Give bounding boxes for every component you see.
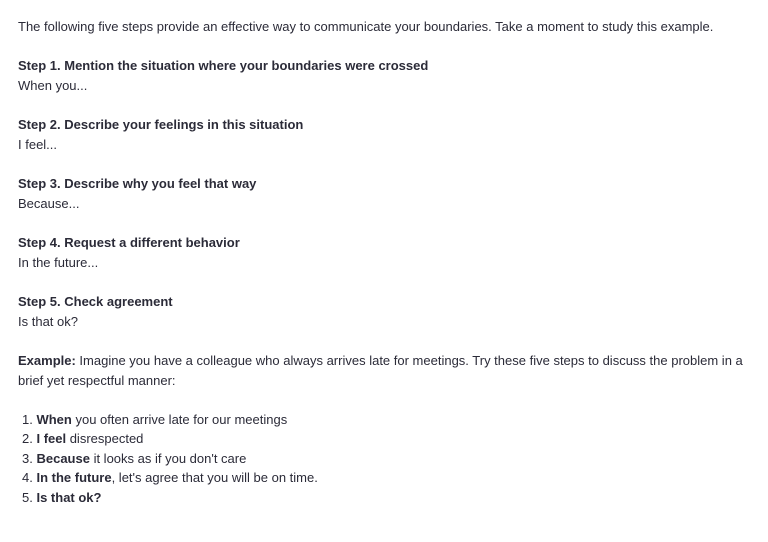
article-content — [18, 17, 750, 508]
example-paragraph — [18, 351, 750, 390]
intro-paragraph: The following five steps provide an effective way to communicate your boundaries. Take a moment to study this example. — [18, 18, 714, 34]
list-item-number: 1. — [22, 411, 37, 427]
list-item — [18, 468, 750, 488]
list-item-number: 5. — [22, 490, 37, 506]
example-text: Imagine you have a colleague who always arrives late for meetings. Try these five steps to discuss the problem in a brief yet respectful manner: — [18, 353, 743, 388]
step-2 — [18, 115, 750, 154]
step-title: Step 2. Describe your feelings in this situation — [18, 117, 304, 133]
list-item — [18, 429, 750, 449]
list-item — [18, 410, 750, 430]
step-title: Step 5. Check agreement — [18, 294, 173, 310]
step-phrase: Because... — [18, 195, 80, 211]
list-item-keyword: In the future — [36, 470, 112, 486]
step-title: Step 1. Mention the situation where your boundaries were crossed — [18, 58, 429, 74]
list-item-text: you often arrive late for our meetings — [71, 411, 288, 427]
step-title: Step 4. Request a different behavior — [18, 235, 240, 251]
list-item-number: 2. — [22, 431, 37, 447]
list-item-text: it looks as if you don't care — [89, 450, 247, 466]
step-3 — [18, 174, 750, 213]
list-item-text: disrespected — [66, 431, 144, 447]
list-item-number: 3. — [22, 450, 37, 466]
list-item — [18, 449, 750, 469]
list-item-keyword: Because — [36, 450, 90, 466]
list-item-number: 4. — [22, 470, 37, 486]
list-item-keyword: Is that ok? — [36, 490, 102, 506]
step-4 — [18, 233, 750, 272]
step-1 — [18, 56, 750, 95]
list-item-keyword: I feel — [36, 431, 67, 447]
step-phrase: I feel... — [18, 136, 58, 152]
list-item-keyword: When — [36, 411, 72, 427]
step-5 — [18, 292, 750, 331]
list-item-text: , let's agree that you will be on time. — [111, 470, 318, 486]
step-phrase: In the future... — [18, 254, 99, 270]
example-list — [18, 410, 750, 508]
step-title: Step 3. Describe why you feel that way — [18, 176, 257, 192]
step-phrase: Is that ok? — [18, 313, 78, 329]
list-item — [18, 488, 750, 508]
example-label: Example: — [18, 353, 76, 369]
step-phrase: When you... — [18, 77, 88, 93]
